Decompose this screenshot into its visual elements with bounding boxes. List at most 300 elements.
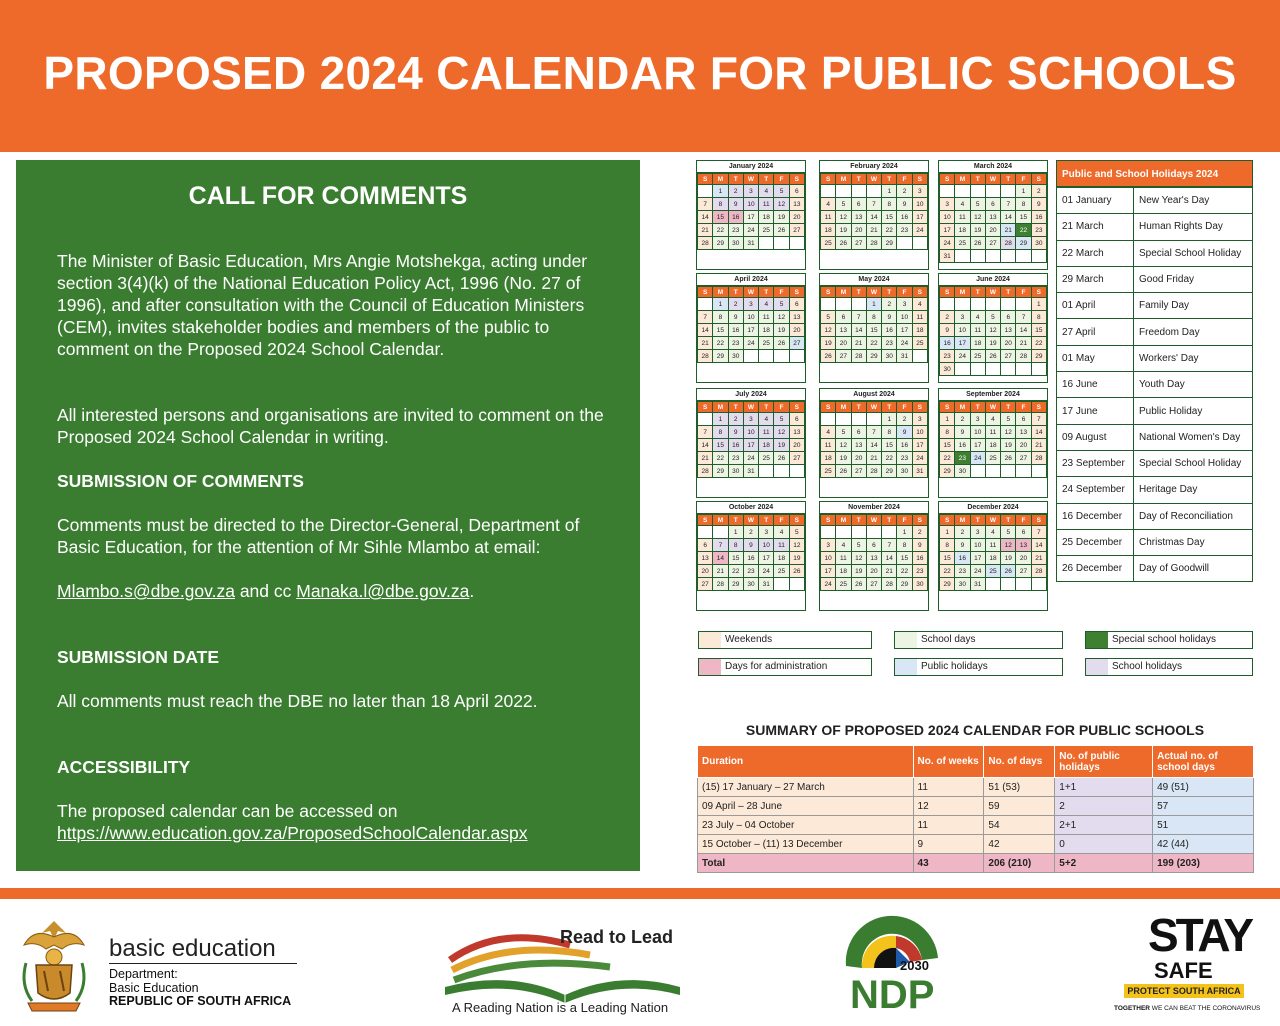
page-title: PROPOSED 2024 CALENDAR FOR PUBLIC SCHOOLS: [43, 47, 1237, 99]
access-url-link[interactable]: https://www.education.gov.za/ProposedSchoolCalendar.aspx: [57, 823, 528, 843]
summary-total-cell: 43: [913, 854, 984, 873]
month-name: September 2024: [939, 389, 1047, 401]
weekday-header: M: [713, 515, 728, 526]
calendar-day: 6: [851, 426, 866, 439]
calendar-day: 31: [759, 578, 774, 591]
calendar-day: 3: [970, 413, 985, 426]
weekday-header: W: [743, 402, 758, 413]
calendar-day: 3: [955, 311, 970, 324]
calendar-day: 24: [955, 350, 970, 363]
ndp-2030-icon: [838, 908, 946, 1016]
calendar-day: 8: [866, 311, 881, 324]
calendar-empty-cell: [1001, 465, 1016, 478]
weekday-header: T: [851, 287, 866, 298]
calendar-day: 30: [728, 237, 743, 250]
summary-header-cell: No. of days: [984, 746, 1055, 778]
holiday-name: New Year's Day: [1134, 188, 1253, 214]
calendar-day: 14: [698, 439, 713, 452]
summary-cell: 09 April – 28 June: [698, 797, 914, 816]
calendar-empty-cell: [1001, 363, 1016, 376]
weekday-header: M: [713, 287, 728, 298]
calendar-empty-cell: [821, 413, 836, 426]
calendar-day: 16: [955, 439, 970, 452]
calendar-day: 6: [985, 198, 1000, 211]
legend-swatch-weekends: [699, 632, 721, 648]
holiday-name: Christmas Day: [1134, 529, 1253, 555]
weekday-header: F: [1016, 174, 1031, 185]
calendar-day: 19: [789, 552, 804, 565]
weekday-header: T: [882, 402, 897, 413]
calendar-day: 16: [728, 211, 743, 224]
calendar-empty-cell: [1001, 185, 1016, 198]
calendar-day: 16: [912, 552, 927, 565]
holiday-date: 01 May: [1057, 345, 1134, 371]
calendar-day: 12: [970, 211, 985, 224]
calendar-empty-cell: [774, 350, 789, 363]
email-link-manaka[interactable]: Manaka.l@dbe.gov.za: [296, 581, 470, 601]
calendar-day: 23: [728, 224, 743, 237]
calendar-day: 3: [912, 185, 927, 198]
calendar-day: 9: [955, 426, 970, 439]
calendar-day: 3: [759, 526, 774, 539]
calendar-empty-cell: [955, 298, 970, 311]
calendar-day: 24: [970, 565, 985, 578]
calendar-day: 4: [985, 526, 1000, 539]
calendar-day: 3: [743, 298, 758, 311]
month-november: [819, 501, 929, 611]
summary-header-row: [698, 746, 1254, 778]
calendar-day: 29: [940, 465, 955, 478]
calendar-day: 2: [728, 298, 743, 311]
summary-cell: 11: [913, 816, 984, 835]
calendar-day: 4: [970, 311, 985, 324]
calendar-day: 9: [897, 426, 912, 439]
month-name: May 2024: [820, 274, 928, 286]
weekday-header: F: [897, 287, 912, 298]
calendar-day: 21: [1031, 439, 1046, 452]
weekday-header: W: [743, 287, 758, 298]
calendar-day: 23: [955, 565, 970, 578]
rtl-tagline: A Reading Nation is a Leading Nation: [452, 1000, 669, 1015]
summary-cell: 57: [1153, 797, 1254, 816]
calendar-day: 3: [743, 185, 758, 198]
calendar-day: 31: [940, 250, 955, 263]
calendar-day: 13: [698, 552, 713, 565]
calendar-day: 16: [897, 439, 912, 452]
holiday-date: 17 June: [1057, 398, 1134, 424]
calendar-day: 22: [866, 337, 881, 350]
together-rest: WE CAN BEAT THE CORONAVIRUS: [1150, 1005, 1261, 1012]
calendar-empty-cell: [970, 298, 985, 311]
weekday-header: F: [774, 174, 789, 185]
calendar-day: 5: [970, 198, 985, 211]
holiday-name: National Women's Day: [1134, 424, 1253, 450]
calendar-empty-cell: [836, 298, 851, 311]
calendar-day: 18: [759, 211, 774, 224]
calendar-empty-cell: [1001, 298, 1016, 311]
calendar-day: 25: [955, 237, 970, 250]
weekday-header: T: [759, 287, 774, 298]
calendar-day: 3: [912, 413, 927, 426]
calendar-day: 25: [970, 350, 985, 363]
calendar-day: 23: [728, 337, 743, 350]
summary-cell: 11: [913, 778, 984, 797]
calendar-day: 17: [940, 224, 955, 237]
calendar-day: 8: [1016, 198, 1031, 211]
access-url-line: [57, 822, 612, 844]
calendar-day: 1: [1016, 185, 1031, 198]
calendar-day: 15: [728, 552, 743, 565]
calendar-day: 4: [759, 185, 774, 198]
calendar-day: 2: [728, 413, 743, 426]
calendar-day: 14: [698, 211, 713, 224]
month-name: December 2024: [939, 502, 1047, 514]
weekday-header: F: [774, 287, 789, 298]
calendar-empty-cell: [912, 237, 927, 250]
calendar-empty-cell: [866, 185, 881, 198]
holiday-date: 16 June: [1057, 372, 1134, 398]
calendar-empty-cell: [970, 185, 985, 198]
weekday-header: T: [970, 174, 985, 185]
calendar-empty-cell: [836, 185, 851, 198]
calendar-day: 10: [897, 311, 912, 324]
calendar-day: 20: [866, 565, 881, 578]
calendar-day: 10: [970, 539, 985, 552]
calendar-day: 21: [1016, 337, 1031, 350]
calendar-day: 15: [1031, 324, 1046, 337]
calendar-day: 27: [789, 224, 804, 237]
calendar-day: 30: [955, 465, 970, 478]
month-name: March 2024: [939, 161, 1047, 173]
holiday-name: Day of Reconciliation: [1134, 503, 1253, 529]
calendar-day: 28: [698, 465, 713, 478]
holiday-row: [1057, 372, 1253, 398]
weekday-header: S: [789, 287, 804, 298]
calendar-day: 3: [821, 539, 836, 552]
weekday-header: M: [836, 402, 851, 413]
weekday-header: F: [774, 402, 789, 413]
calendar-day: 16: [897, 211, 912, 224]
calendar-empty-cell: [985, 298, 1000, 311]
calendar-day: 28: [713, 578, 728, 591]
calendar-day: 24: [970, 452, 985, 465]
calendar-day: 11: [759, 426, 774, 439]
weekday-header: T: [728, 515, 743, 526]
legend: [696, 630, 1256, 680]
calendar-day: 1: [882, 413, 897, 426]
calendar-empty-cell: [759, 237, 774, 250]
weekday-header: M: [955, 174, 970, 185]
weekday-header: S: [1031, 287, 1046, 298]
weekday-header: T: [1001, 515, 1016, 526]
month-january: [696, 160, 806, 270]
weekday-header: F: [774, 515, 789, 526]
calendar-day: 29: [713, 237, 728, 250]
calendar-day: 2: [882, 298, 897, 311]
calendar-day: 5: [1001, 526, 1016, 539]
calendar-day: 19: [836, 452, 851, 465]
holiday-date: 23 September: [1057, 450, 1134, 476]
legend-swatch-special: [1086, 632, 1108, 648]
holiday-name: Special School Holiday: [1134, 450, 1253, 476]
summary-table: [697, 745, 1254, 873]
calendar-day: 16: [743, 552, 758, 565]
month-april: [696, 273, 806, 383]
calendar-day: 21: [713, 565, 728, 578]
calendar-day: 23: [912, 565, 927, 578]
month-july: [696, 388, 806, 498]
weekday-header: F: [1016, 402, 1031, 413]
calendar-day: 27: [789, 337, 804, 350]
calendar-day: 11: [912, 311, 927, 324]
calendar-day: 28: [698, 237, 713, 250]
calendar-day: 8: [713, 311, 728, 324]
calendar-day: 24: [743, 452, 758, 465]
calendar-day: 28: [851, 350, 866, 363]
calendar-day: 18: [955, 224, 970, 237]
calendar-day: 10: [912, 198, 927, 211]
be-title: basic education: [109, 935, 276, 962]
calendar-day: 11: [821, 211, 836, 224]
holiday-date: 01 January: [1057, 188, 1134, 214]
weekday-header: T: [728, 402, 743, 413]
weekday-header: S: [912, 515, 927, 526]
holiday-row: [1057, 319, 1253, 345]
calendar-empty-cell: [955, 363, 970, 376]
coat-of-arms-icon: [14, 915, 94, 1015]
calendar-empty-cell: [851, 185, 866, 198]
calendar-day: 13: [836, 324, 851, 337]
calendar-empty-cell: [1016, 363, 1031, 376]
calendar-day: 24: [743, 337, 758, 350]
calendar-day: 7: [1001, 198, 1016, 211]
calendar-day: 17: [912, 211, 927, 224]
holiday-name: Heritage Day: [1134, 477, 1253, 503]
calendar-day: 8: [897, 539, 912, 552]
summary-row: [698, 797, 1254, 816]
weekday-header: T: [728, 287, 743, 298]
date-heading: SUBMISSION DATE: [57, 647, 220, 667]
calendar-day: 27: [789, 452, 804, 465]
rtl-title: Read to Lead: [560, 927, 674, 947]
calendar-empty-cell: [1016, 465, 1031, 478]
calendar-empty-cell: [836, 413, 851, 426]
weekday-header: T: [728, 174, 743, 185]
calendar-empty-cell: [836, 526, 851, 539]
calendar-day: 24: [912, 452, 927, 465]
calendar-day: 22: [728, 565, 743, 578]
calendar-day: 2: [955, 526, 970, 539]
calendar-day: 28: [1016, 350, 1031, 363]
calendar-day: 29: [1016, 237, 1031, 250]
calendar-empty-cell: [698, 298, 713, 311]
ndp-year: 2030: [900, 958, 929, 973]
calendar-day: 1: [866, 298, 881, 311]
calendar-day: 30: [743, 578, 758, 591]
calendar-day: 20: [1016, 439, 1031, 452]
calendar-day: 27: [985, 237, 1000, 250]
calendar-day: 26: [774, 337, 789, 350]
weekday-header: T: [882, 515, 897, 526]
calendar-day: 9: [882, 311, 897, 324]
calendar-day: 22: [1016, 224, 1031, 237]
calendar-day: 6: [789, 298, 804, 311]
holiday-row: [1057, 240, 1253, 266]
protect-banner: PROTECT SOUTH AFRICA: [1124, 984, 1244, 998]
calendar-day: 13: [1016, 426, 1031, 439]
calendar-day: 10: [940, 211, 955, 224]
email-link-mlambo[interactable]: Mlambo.s@dbe.gov.za: [57, 581, 235, 601]
calendar-day: 5: [821, 311, 836, 324]
calendar-day: 9: [1031, 198, 1046, 211]
legend-school-days: School days: [894, 631, 1063, 649]
calendar-day: 23: [882, 337, 897, 350]
calendar-day: 6: [866, 539, 881, 552]
calendar-day: 26: [1001, 565, 1016, 578]
calendar-day: 20: [851, 452, 866, 465]
calendar-day: 2: [912, 526, 927, 539]
safe-text: SAFE: [1154, 958, 1213, 983]
calendar-day: 16: [1031, 211, 1046, 224]
calendar-day: 19: [774, 439, 789, 452]
calendar-day: 30: [897, 465, 912, 478]
weekday-header: S: [698, 402, 713, 413]
weekday-header: S: [698, 515, 713, 526]
calendar-day: 7: [713, 539, 728, 552]
summary-cell: 59: [984, 797, 1055, 816]
email-join: and cc: [234, 581, 297, 601]
calendar-day: 10: [912, 426, 927, 439]
summary-header-cell: No. of public holidays: [1055, 746, 1153, 778]
holiday-row: [1057, 293, 1253, 319]
calendar-day: 27: [1016, 452, 1031, 465]
weekday-header: W: [866, 402, 881, 413]
calendar-day: 12: [985, 324, 1000, 337]
calendar-day: 3: [940, 198, 955, 211]
calendar-day: 14: [1016, 324, 1031, 337]
holiday-name: Public Holiday: [1134, 398, 1253, 424]
calendar-empty-cell: [866, 413, 881, 426]
calendar-day: 20: [985, 224, 1000, 237]
calendar-day: 22: [897, 565, 912, 578]
weekday-header: T: [851, 174, 866, 185]
summary-cell: 15 October – (11) 13 December: [698, 835, 914, 854]
weekday-header: F: [897, 402, 912, 413]
summary-total-cell: Total: [698, 854, 914, 873]
calendar-day: 28: [1001, 237, 1016, 250]
calendar-day: 2: [897, 185, 912, 198]
calendar-day: 1: [940, 526, 955, 539]
calendar-day: 28: [1031, 565, 1046, 578]
calendar-day: 24: [743, 224, 758, 237]
holiday-date: 24 September: [1057, 477, 1134, 503]
calendar-day: 2: [955, 413, 970, 426]
calendar-day: 5: [836, 426, 851, 439]
calendar-day: 17: [955, 337, 970, 350]
calendar-day: 5: [985, 311, 1000, 324]
calendar-empty-cell: [970, 250, 985, 263]
calendar-empty-cell: [821, 526, 836, 539]
holiday-date: 26 December: [1057, 556, 1134, 582]
month-february: [819, 160, 929, 270]
holiday-date: 22 March: [1057, 240, 1134, 266]
header-banner: [0, 0, 1280, 152]
calendar-day: 26: [1001, 452, 1016, 465]
calendar-day: 4: [759, 298, 774, 311]
calendar-day: 5: [836, 198, 851, 211]
calendar-day: 2: [940, 311, 955, 324]
calendar-day: 29: [940, 578, 955, 591]
calendar-day: 18: [985, 439, 1000, 452]
month-name: August 2024: [820, 389, 928, 401]
calendar-day: 26: [821, 350, 836, 363]
calendar-day: 22: [713, 224, 728, 237]
summary-cell: 2: [1055, 797, 1153, 816]
calendar-day: 12: [789, 539, 804, 552]
calendar-empty-cell: [759, 350, 774, 363]
calendar-empty-cell: [985, 363, 1000, 376]
calendar-day: 12: [836, 439, 851, 452]
calendar-day: 28: [882, 578, 897, 591]
calendar-day: 11: [955, 211, 970, 224]
calendar-day: 29: [728, 578, 743, 591]
calendar-day: 19: [821, 337, 836, 350]
calendar-day: 17: [759, 552, 774, 565]
calendar-day: 5: [789, 526, 804, 539]
weekday-header: M: [836, 174, 851, 185]
calendar-day: 4: [821, 426, 836, 439]
ndp-name: NDP: [850, 973, 935, 1016]
weekday-header: T: [851, 515, 866, 526]
calendar-empty-cell: [1001, 578, 1016, 591]
holiday-list: [1056, 160, 1253, 582]
holiday-row: [1057, 503, 1253, 529]
calendar-day: 13: [789, 426, 804, 439]
calendar-day: 9: [743, 539, 758, 552]
calendar-day: 5: [1001, 413, 1016, 426]
summary-row: [698, 816, 1254, 835]
summary-total-cell: 206 (210): [984, 854, 1055, 873]
be-department: [109, 968, 291, 1009]
summary-cell: 0: [1055, 835, 1153, 854]
call-intro: The Minister of Basic Education, Mrs Angie Motshekga, acting under section 3(4)(k) of the National Education Policy Act, 1996 (No. 27 of 1996), and after consultation with the Council of Education Ministers (CEM), invites stakeholder bodies and members of the public to comment on the Proposed 2024 School Calendar.: [57, 251, 588, 359]
calendar-day: 1: [728, 526, 743, 539]
calendar-day: 12: [774, 426, 789, 439]
calendar-day: 27: [1001, 350, 1016, 363]
calendar-day: 10: [743, 426, 758, 439]
calendar-empty-cell: [1031, 578, 1046, 591]
summary-total-cell: 199 (203): [1153, 854, 1254, 873]
month-name: April 2024: [697, 274, 805, 286]
together-bold: TOGETHER: [1114, 1005, 1150, 1012]
weekday-header: S: [1031, 515, 1046, 526]
footer-rule: [0, 888, 1280, 899]
holiday-row: [1057, 477, 1253, 503]
calendar-day: 29: [882, 237, 897, 250]
calendar-day: 29: [713, 465, 728, 478]
calendar-day: 12: [1001, 539, 1016, 552]
calendar-day: 21: [866, 452, 881, 465]
ndp-logo: [838, 908, 946, 1016]
calendar-empty-cell: [774, 578, 789, 591]
calendar-day: 24: [940, 237, 955, 250]
calendar-day: 21: [866, 224, 881, 237]
legend-swatch-public: [895, 659, 917, 675]
calendar-day: 1: [897, 526, 912, 539]
weekday-header: T: [759, 174, 774, 185]
calendar-day: 18: [821, 452, 836, 465]
calendar-empty-cell: [713, 526, 728, 539]
